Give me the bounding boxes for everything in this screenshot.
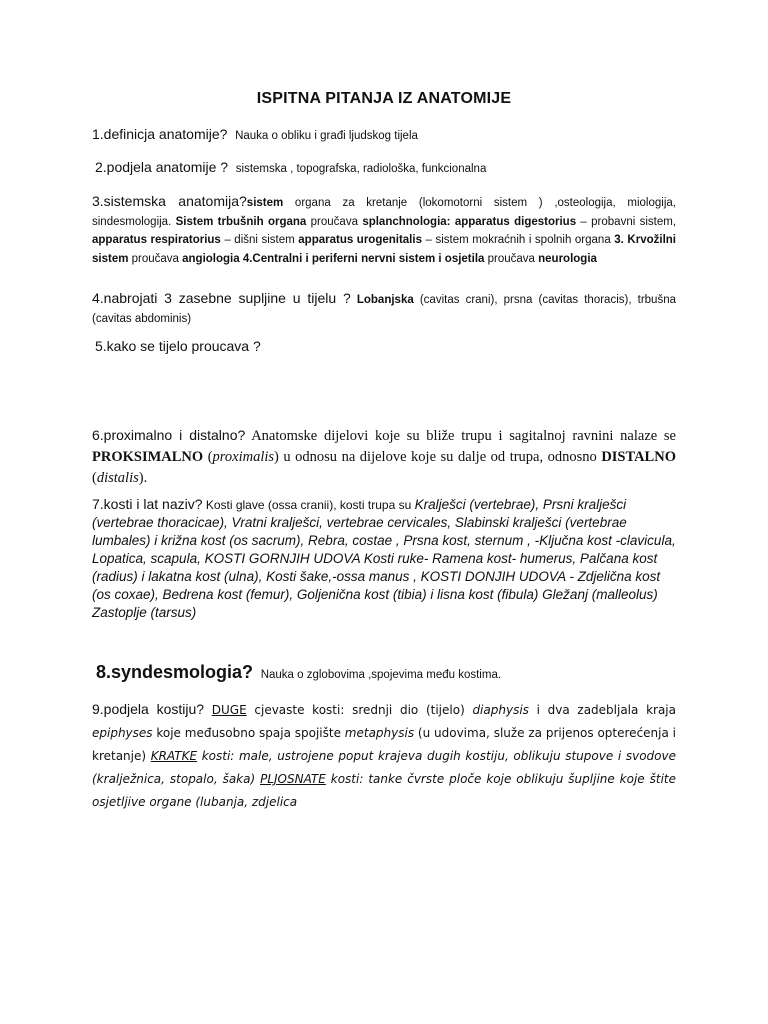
question-9-text: (u udovima, služe za prijenos opterećenja i kretanje)	[92, 726, 676, 763]
question-9-text: epiphyses	[92, 726, 153, 740]
question-1-answer: Nauka o obliku i građi ljudskog tijela	[235, 130, 418, 142]
question-4-text: Lobanjska	[356, 294, 414, 306]
document-title: ISPITNA PITANJA IZ ANATOMIJE	[256, 90, 512, 107]
question-7	[92, 495, 676, 622]
question-9-heading: 9.podjela kostiju?	[92, 701, 205, 717]
question-3-text: 4.Centralni i periferni nervni sistem i osjetila	[242, 252, 485, 265]
question-4	[92, 289, 676, 328]
question-2	[95, 159, 679, 177]
question-9-text: PLJOSNATE	[260, 772, 326, 786]
question-2-heading: 2.podjela anatomije ?	[95, 159, 229, 175]
question-3-text: apparatus respiratorius	[92, 234, 221, 246]
question-7-heading: 7.kosti i lat naziv?	[92, 496, 203, 512]
question-3-text: 3. Krvožilni sistem	[92, 234, 676, 265]
question-6-heading: 6.proximalno i distalno?	[92, 427, 246, 443]
question-7-text: Kralješci (vertebrae), Prsni kralješci (vertebrae thoracicae), Vratni kralješci, vertebrae cervicales, Slabinski kralješci (vertebrae lumbales) i križna kost (os sacrum), Rebra, costae , Prsna kost, sternum , -Ključna kost -clavicula, Lopatica, scapula, KOSTI GORNJIH UDOVA Kosti ruke- Ramena kost- humerus, Palčana kost (radius) i lakatna kost (ulna), Kosti šake,-ossa manus , KOSTI DONJIH UDOVA - Zdjelična kost (os coxae), Bedrena kost (femur), Goljenična kost (tibia) i lisna kost (fibula) Gležanj (malleolus) Zastoplje (tarsus)	[92, 497, 676, 620]
question-6-text: Anatomske dijelovi koje su bliže trupu i sagitalnoj ravnini nalaze se	[245, 428, 676, 444]
question-9-text: i dva zadebljala kraja	[528, 703, 676, 717]
question-4-heading: 4.nabrojati 3 zasebne supljine u tijelu ?	[92, 290, 351, 306]
question-7-text: Kosti glave (ossa cranii), kosti trupa su	[202, 498, 415, 512]
question-3	[92, 192, 676, 268]
question-9-text: cjevaste kosti: srednji dio (tijelo)	[246, 703, 473, 717]
question-8-answer: Nauka o zglobovima ,spojevima među kostima.	[260, 669, 502, 681]
question-1	[92, 126, 676, 144]
question-6-text: proximalis	[212, 449, 275, 465]
question-3-text: splanchnologia: apparatus digestorius	[362, 215, 577, 228]
question-9-text: DUGE	[211, 703, 247, 717]
question-4-text: (cavitas crani), prsna (cavitas thoracis), trbušna (cavitas abdominis)	[92, 294, 676, 325]
question-1-heading: 1.definicja anatomije?	[92, 126, 228, 142]
question-3-text: Sistem trbušnih organa	[175, 215, 307, 228]
question-3-text: neurologia	[538, 252, 597, 265]
question-5-heading: 5.kako se tijelo proucava ?	[95, 338, 261, 354]
question-9-text: metaphysis	[344, 726, 415, 740]
question-9-text: KRATKE	[150, 749, 198, 763]
question-9-text	[204, 703, 212, 717]
question-3-text: apparatus urogenitalis	[298, 234, 422, 246]
question-9-text: koje međusobno spaja spojište	[152, 726, 345, 740]
question-3-heading: 3.sistemska anatomija?	[92, 193, 247, 209]
question-6-text: distalis	[96, 470, 139, 486]
question-3-text: proučava	[484, 252, 539, 265]
question-6-text: (	[92, 470, 97, 486]
question-6-text: ) u odnosu na dijelove koje su dalje od trupa, odnosno	[274, 449, 602, 465]
question-9-text: kosti: male, ustrojene poput krajeva dugih kostiju, oblikuju stupove i svodove (kralježnica, stopalo, šaka)	[92, 749, 676, 786]
question-8	[96, 662, 680, 683]
question-6	[92, 425, 676, 489]
question-3-text: – probavni sistem,	[576, 215, 677, 228]
question-3-text: – dišni sistem	[220, 234, 299, 246]
question-9-text: diaphysis	[472, 703, 529, 717]
question-3-text: angiologia	[182, 252, 240, 265]
question-6-text: PROKSIMALNO	[92, 449, 204, 465]
question-3-text: – sistem mokraćnih i spolnih organa	[421, 234, 615, 246]
question-3-text: proučava	[306, 215, 363, 228]
question-6-text: ).	[138, 470, 148, 486]
question-3-text: organa za kretanje (lokomotorni sistem ) ,osteologija, miologija, sindesmologija.	[92, 197, 676, 228]
question-6-text: (	[203, 449, 213, 465]
question-9-text: kosti: tanke čvrste ploče koje oblikuju šupljine koje štite osjetljive organe (lubanja, zdjelica	[92, 772, 676, 809]
question-2-answer: sistemska , topografska, radiološka, funkcionalna	[235, 163, 487, 175]
question-3-text: proučava	[128, 252, 183, 265]
question-5	[95, 338, 679, 356]
question-8-heading: 8.syndesmologia?	[96, 662, 254, 682]
question-9	[92, 698, 676, 814]
question-6-text: DISTALNO	[601, 449, 676, 465]
question-3-text: sistem	[246, 197, 284, 209]
